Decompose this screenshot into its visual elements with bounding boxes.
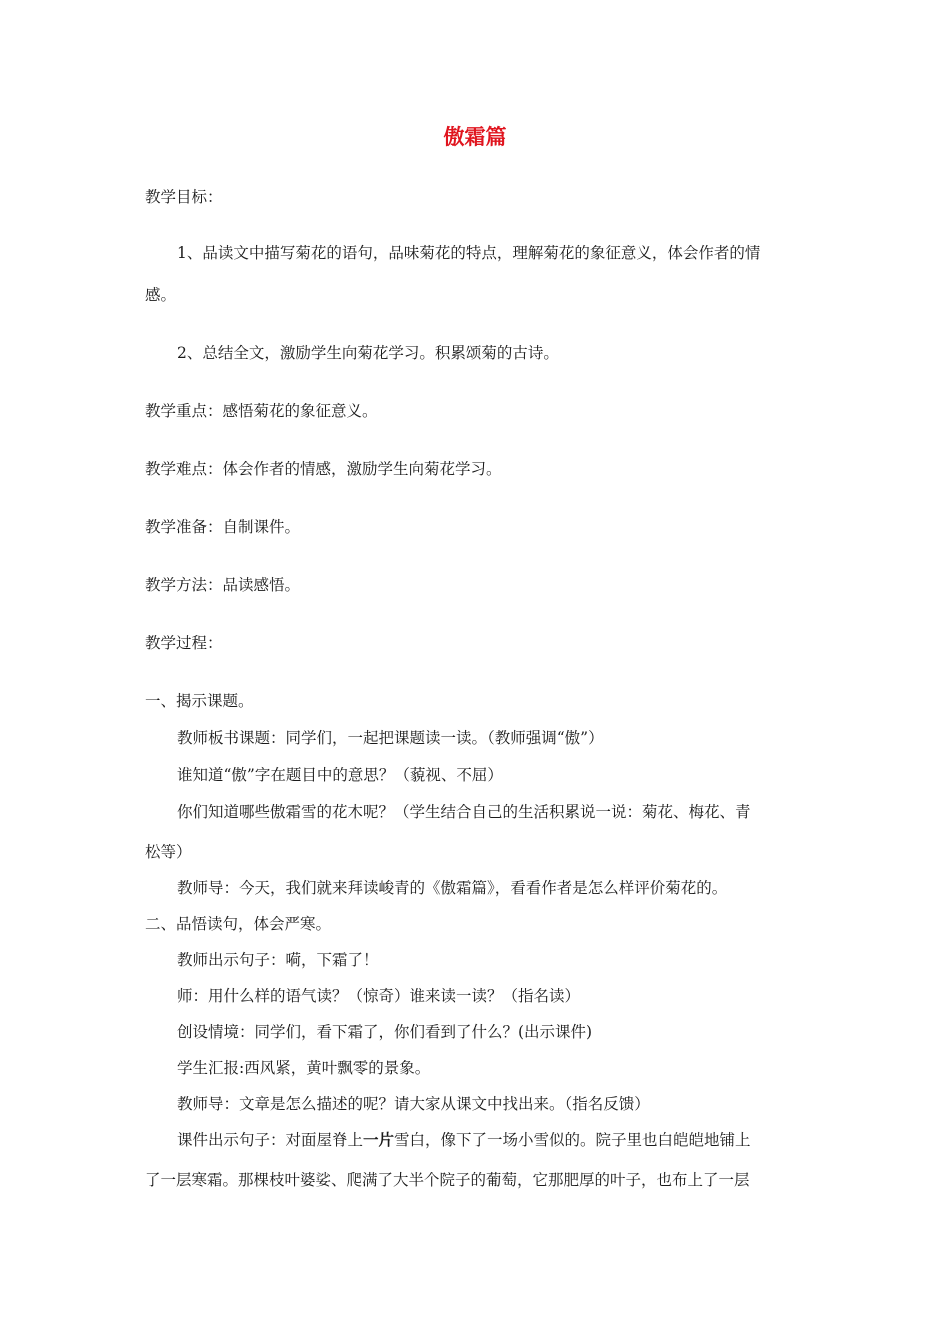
key-point: 教学重点：感悟菊花的象征意义。 (145, 402, 378, 420)
objectives-heading: 教学目标： (145, 188, 223, 206)
process-heading: 教学过程： (145, 634, 223, 652)
objective-1-line2: 感。 (145, 286, 177, 304)
section-1-heading: 一、揭示课题。 (145, 692, 254, 710)
section-2-paragraph: 教师导：文章是怎么描述的呢？请大家从课文中找出来。（指名反馈） (177, 1095, 650, 1113)
section-2-quote-line1 (177, 1129, 751, 1151)
section-2-paragraph: 教师出示句子：嗬，下霜了！ (177, 951, 379, 969)
objective-1-line1: 1、品读文中描写菊花的语句，品味菊花的特点，理解菊花的象征意义，体会作者的情 (177, 244, 761, 262)
method: 教学方法：品读感悟。 (145, 576, 301, 594)
quote-bold: 一片 (363, 1130, 395, 1149)
section-1-paragraph: 你们知道哪些傲霜雪的花木呢？（学生结合自己的生活积累说一说：菊花、梅花、青 (177, 803, 751, 821)
section-2-quote-line2: 了一层寒霜。那棵枝叶婆娑、爬满了大半个院子的葡萄，它那肥厚的叶子，也布上了一层 (145, 1171, 750, 1189)
quote-post: 雪白，像下了一场小雪似的。院子里也白皑皑地铺上 (394, 1131, 751, 1149)
quote-pre: 课件出示句子：对面屋脊上 (177, 1131, 364, 1149)
section-2-paragraph: 学生汇报:西风紧，黄叶飘零的景象。 (177, 1059, 431, 1077)
preparation: 教学准备：自制课件。 (145, 518, 301, 536)
section-1-paragraph: 谁知道“傲”字在题目中的意思？（藐视、不屈） (177, 766, 503, 784)
section-1-paragraph-cont: 松等） (145, 843, 192, 861)
objective-2: 2、总结全文，激励学生向菊花学习。积累颂菊的古诗。 (177, 344, 559, 362)
page-title: 傲霜篇 (443, 125, 507, 149)
difficulty: 教学难点：体会作者的情感，激励学生向菊花学习。 (145, 460, 502, 478)
section-2-paragraph: 创设情境：同学们，看下霜了，你们看到了什么？(出示课件) (177, 1023, 593, 1041)
section-2-paragraph: 师：用什么样的语气读？（惊奇）谁来读一读？（指名读） (177, 987, 581, 1005)
section-1-paragraph: 教师板书课题：同学们，一起把课题读一读。（教师强调“傲”） (177, 729, 604, 747)
section-2-heading: 二、品悟读句，体会严寒。 (145, 915, 332, 933)
section-1-paragraph: 教师导：今天，我们就来拜读峻青的《傲霜篇》，看看作者是怎么样评价菊花的。 (177, 879, 728, 897)
